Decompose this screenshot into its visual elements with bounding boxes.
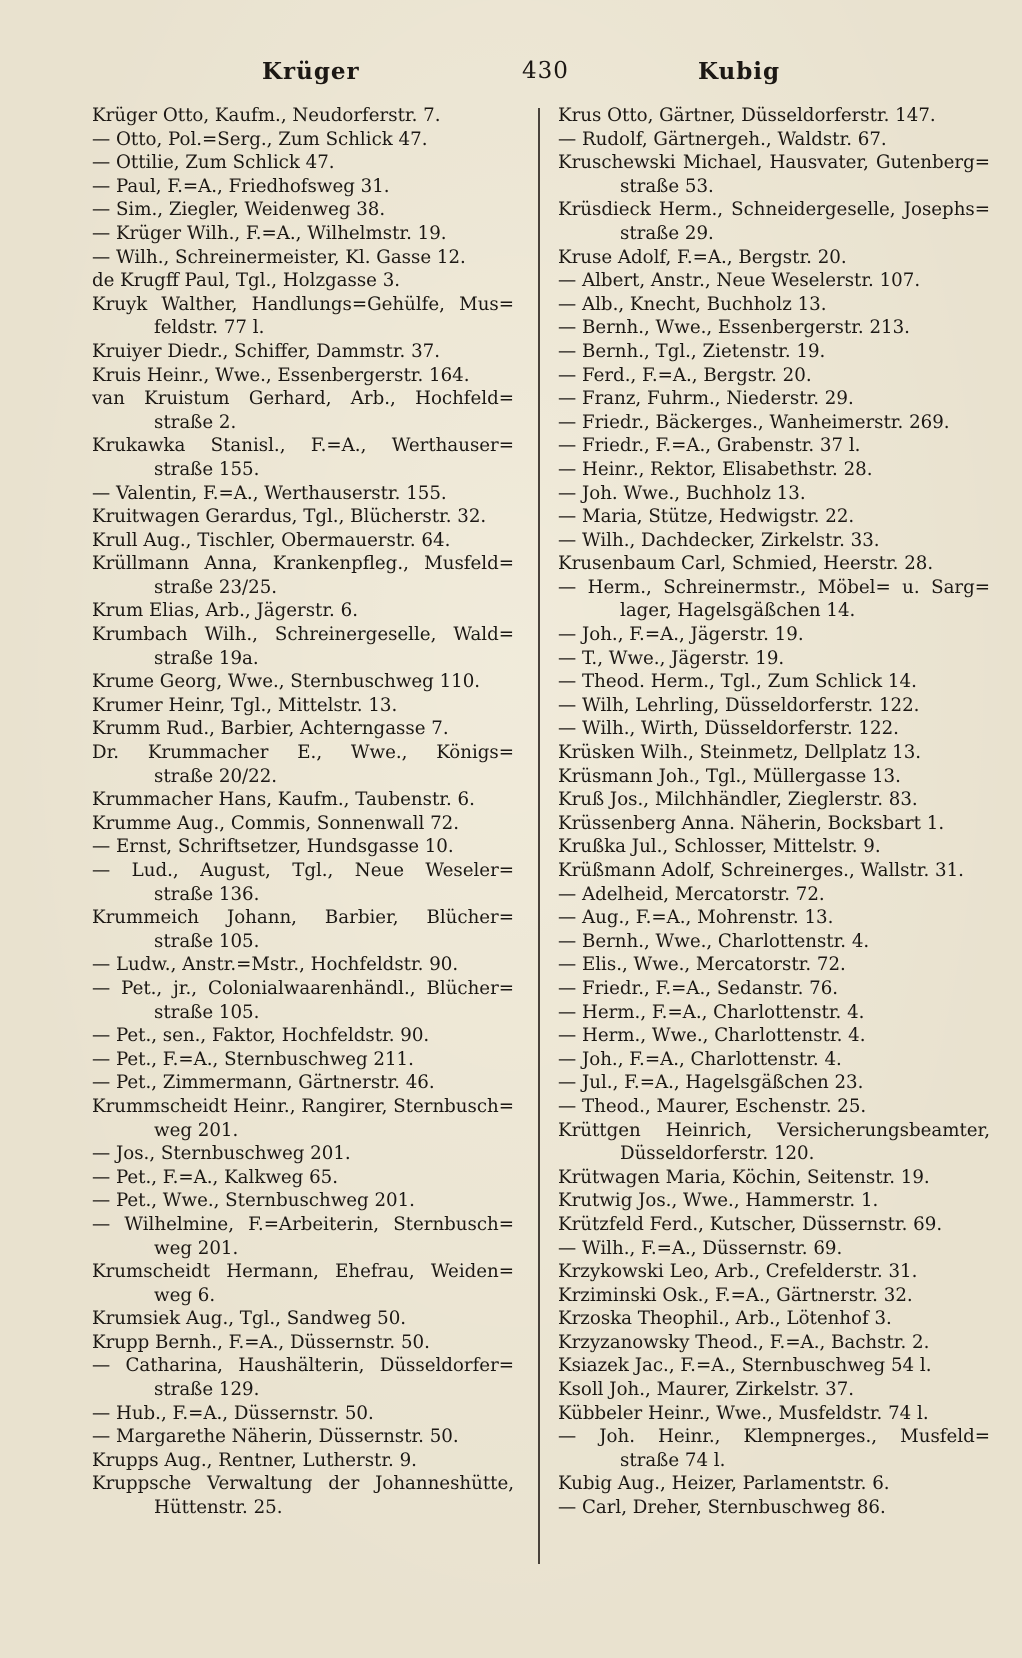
directory-entry-line: Düsseldorferstr. 120.: [620, 1143, 815, 1165]
directory-entry-line: Krumer Heinr, Tgl., Mittelstr. 13.: [92, 694, 398, 716]
directory-entry-line: weg 201.: [154, 1237, 239, 1259]
directory-entry-line: Krüssenberg Anna. Näherin, Bocksbart 1.: [558, 812, 945, 834]
directory-entry-line: — Margarethe Näherin, Düssernstr. 50.: [92, 1426, 459, 1448]
left-column: [92, 104, 514, 1520]
directory-entry-line: — Franz, Fuhrm., Niederstr. 29.: [558, 388, 854, 410]
directory-entry-line: — Krüger Wilh., F.=A., Wilhelmstr. 19.: [92, 222, 447, 244]
directory-entry-line: Krumme Aug., Commis, Sonnenwall 72.: [92, 812, 460, 834]
directory-entry-line: lager, Hagelsgäßchen 14.: [620, 600, 856, 622]
right-column: [558, 104, 990, 1520]
directory-entry-line: Krzyzanowsky Theod., F.=A., Bachstr. 2.: [558, 1331, 930, 1353]
directory-entry-line: Kruis Heinr., Wwe., Essenbergerstr. 164.: [92, 364, 470, 386]
directory-entry-line: Krumsiek Aug., Tgl., Sandweg 50.: [92, 1308, 407, 1330]
directory-entry-line: — Ferd., F.=A., Bergstr. 20.: [558, 364, 812, 386]
directory-entry-line: Krumm Rud., Barbier, Achterngasse 7.: [92, 718, 449, 740]
directory-entry-line: — Adelheid, Mercatorstr. 72.: [558, 883, 825, 905]
directory-entry-line: Ksiazek Jac., F.=A., Sternbuschweg 54 l.: [558, 1355, 932, 1377]
directory-entry-line: Krüsmann Joh., Tgl., Müllergasse 13.: [558, 765, 901, 787]
directory-entry-line: straße 155.: [154, 458, 260, 480]
directory-entry-line: — Pet., sen., Faktor, Hochfeldstr. 90.: [92, 1025, 430, 1047]
directory-entry-line: weg 6.: [154, 1284, 216, 1306]
directory-entry-line: Krüttgen Heinrich, Versicherungsbeamter,: [558, 1119, 990, 1141]
directory-entry-line: — Joh., F.=A., Jägerstr. 19.: [558, 624, 804, 646]
directory-entry-line: — Pet., F.=A., Kalkweg 65.: [92, 1166, 339, 1188]
directory-entry-line: Krüllmann Anna, Krankenpfleg., Musfeld=: [92, 553, 514, 575]
directory-entry-line: van Kruistum Gerhard, Arb., Hochfeld=: [92, 388, 514, 410]
directory-entry-line: straße 19a.: [154, 647, 259, 669]
directory-entry-line: Krumscheidt Hermann, Ehefrau, Weiden=: [92, 1261, 514, 1283]
directory-entry-line: Krumbach Wilh., Schreinergeselle, Wald=: [92, 624, 514, 646]
directory-entry-line: Kruppsche Verwaltung der Johanneshütte,: [92, 1473, 514, 1495]
directory-entry-line: Krüßmann Adolf, Schreinerges., Wallstr. 31.: [558, 860, 964, 881]
directory-entry-line: weg 201.: [154, 1119, 239, 1141]
directory-entry-line: — Wilh., Dachdecker, Zirkelstr. 33.: [558, 529, 880, 551]
directory-entry-line: Krüsken Wilh., Steinmetz, Dellplatz 13.: [558, 742, 922, 764]
directory-entry-line: Krüger Otto, Kaufm., Neudorferstr. 7.: [92, 105, 441, 126]
directory-entry-line: — Jul., F.=A., Hagelsgäßchen 23.: [558, 1072, 864, 1094]
header-first-name: Krüger: [262, 58, 360, 85]
directory-entry-line: straße 105.: [154, 930, 260, 952]
directory-entry-line: Kruschewski Michael, Hausvater, Gutenberg=: [558, 152, 990, 174]
directory-entry-line: — Hub., F.=A., Düssernstr. 50.: [92, 1402, 374, 1424]
directory-entry-line: Kubig Aug., Heizer, Parlamentstr. 6.: [558, 1473, 890, 1495]
directory-entry-line: Krum Elias, Arb., Jägerstr. 6.: [92, 600, 358, 622]
directory-entry-line: Krutwig Jos., Wwe., Hammerstr. 1.: [558, 1190, 879, 1212]
header-last-name: Kubig: [698, 58, 781, 85]
directory-entry-line: Krupp Bernh., F.=A., Düssernstr. 50.: [92, 1331, 430, 1353]
directory-entry-line: — Theod., Maurer, Eschenstr. 25.: [558, 1095, 867, 1117]
directory-entry-line: Krziminski Osk., F.=A., Gärtnerstr. 32.: [558, 1284, 913, 1306]
directory-entry-line: — Alb., Knecht, Buchholz 13.: [558, 293, 827, 315]
running-header: [0, 58, 1022, 98]
directory-entry-line: Krupps Aug., Rentner, Lutherstr. 9.: [92, 1449, 417, 1471]
directory-entry-line: de Krugff Paul, Tgl., Holzgasse 3.: [92, 270, 401, 292]
directory-entry-line: Krume Georg, Wwe., Sternbuschweg 110.: [92, 671, 481, 693]
directory-entry-line: straße 53.: [620, 175, 714, 197]
directory-entry-line: straße 2.: [154, 411, 237, 433]
directory-entry-line: straße 105.: [154, 1001, 260, 1023]
directory-entry-line: — Wilh., F.=A., Düssernstr. 69.: [558, 1237, 843, 1259]
directory-entry-line: straße 129.: [154, 1379, 260, 1401]
directory-entry-line: Kruiyer Diedr., Schiffer, Dammstr. 37.: [92, 340, 441, 362]
directory-entry-line: — Valentin, F.=A., Werthauserstr. 155.: [92, 482, 447, 504]
directory-entry-line: — Pet., Zimmermann, Gärtnerstr. 46.: [92, 1072, 435, 1094]
directory-entry-line: — Carl, Dreher, Sternbuschweg 86.: [558, 1497, 886, 1519]
directory-entry-line: Kübbeler Heinr., Wwe., Musfeldstr. 74 l.: [558, 1402, 929, 1424]
directory-entry-line: Krukawka Stanisl., F.=A., Werthauser=: [92, 435, 514, 457]
directory-entry-line: — Wilhelmine, F.=Arbeiterin, Sternbusch=: [92, 1213, 514, 1235]
page-number: 430: [522, 58, 569, 84]
directory-entry-line: — Catharina, Haushälterin, Düsseldorfer=: [92, 1355, 514, 1377]
directory-entry-line: Krull Aug., Tischler, Obermauerstr. 64.: [92, 529, 451, 551]
directory-entry-line: — Sim., Ziegler, Weidenweg 38.: [92, 199, 386, 221]
directory-entry-line: — Otto, Pol.=Serg., Zum Schlick 47.: [92, 128, 428, 150]
directory-entry-line: — Ludw., Anstr.=Mstr., Hochfeldstr. 90.: [92, 954, 459, 976]
directory-entry-line: Kruse Adolf, F.=A., Bergstr. 20.: [558, 246, 847, 268]
directory-entry-line: — Wilh., Schreinermeister, Kl. Gasse 12.: [92, 246, 466, 268]
directory-entry-line: — Aug., F.=A., Mohrenstr. 13.: [558, 907, 834, 929]
directory-entry-line: straße 136.: [154, 883, 260, 905]
column-divider: [538, 108, 540, 1564]
directory-entry-line: Krzykowski Leo, Arb., Crefelderstr. 31.: [558, 1261, 918, 1283]
directory-entry-line: — Pet., Wwe., Sternbuschweg 201.: [92, 1190, 415, 1212]
directory-entry-line: — Joh. Wwe., Buchholz 13.: [558, 482, 806, 504]
directory-entry-line: Krützfeld Ferd., Kutscher, Düssernstr. 69.: [558, 1213, 943, 1235]
directory-entry-line: Kruß Jos., Milchhändler, Zieglerstr. 83.: [558, 789, 918, 811]
directory-entry-line: Krummacher Hans, Kaufm., Taubenstr. 6.: [92, 789, 475, 811]
directory-entry-line: — Herm., F.=A., Charlottenstr. 4.: [558, 1001, 865, 1023]
directory-entry-line: — Elis., Wwe., Mercatorstr. 72.: [558, 954, 846, 976]
directory-entry-line: — Rudolf, Gärtnergeh., Waldstr. 67.: [558, 128, 887, 150]
directory-entry-line: straße 29.: [620, 222, 714, 244]
directory-entry-line: — Paul, F.=A., Friedhofsweg 31.: [92, 175, 390, 197]
directory-entry-line: — Heinr., Rektor, Elisabethstr. 28.: [558, 458, 873, 480]
directory-entry-line: — Lud., August, Tgl., Neue Weseler=: [92, 860, 514, 881]
directory-entry-line: — Bernh., Tgl., Zietenstr. 19.: [558, 340, 826, 362]
directory-entry-line: — Herm., Wwe., Charlottenstr. 4.: [558, 1025, 866, 1047]
directory-entry-line: Krus Otto, Gärtner, Düsseldorferstr. 147.: [558, 105, 936, 126]
directory-entry-line: Kruyk Walther, Handlungs=Gehülfe, Mus=: [92, 293, 514, 315]
directory-entry-line: Kruitwagen Gerardus, Tgl., Blücherstr. 32.: [92, 506, 487, 528]
directory-entry-line: — Herm., Schreinermstr., Möbel= u. Sarg=: [558, 576, 990, 598]
directory-entry-line: — T., Wwe., Jägerstr. 19.: [558, 647, 785, 669]
directory-entry-line: Krzoska Theophil., Arb., Lötenhof 3.: [558, 1308, 892, 1330]
directory-entry-line: — Friedr., F.=A., Sedanstr. 76.: [558, 977, 839, 999]
directory-entry-line: — Ernst, Schriftsetzer, Hundsgasse 10.: [92, 836, 454, 858]
directory-entry-line: Krußka Jul., Schlosser, Mittelstr. 9.: [558, 836, 881, 858]
directory-entry-line: — Wilh., Wirth, Düsseldorferstr. 122.: [558, 718, 899, 740]
directory-entry-line: — Pet., F.=A., Sternbuschweg 211.: [92, 1048, 414, 1070]
directory-entry-line: Hüttenstr. 25.: [154, 1497, 283, 1519]
directory-entry-line: — Joh. Heinr., Klempnerges., Musfeld=: [558, 1426, 990, 1448]
directory-entry-line: — Jos., Sternbuschweg 201.: [92, 1143, 351, 1165]
directory-entry-line: straße 74 l.: [620, 1449, 726, 1471]
directory-entry-line: — Theod. Herm., Tgl., Zum Schlick 14.: [558, 671, 917, 693]
directory-entry-line: Krummscheidt Heinr., Rangirer, Sternbusch=: [92, 1095, 514, 1117]
directory-entry-line: — Wilh, Lehrling, Düsseldorferstr. 122.: [558, 694, 920, 716]
directory-entry-line: — Friedr., F.=A., Grabenstr. 37 l.: [558, 435, 861, 457]
directory-entry-line: — Bernh., Wwe., Essenbergerstr. 213.: [558, 317, 910, 339]
directory-entry-line: Krusenbaum Carl, Schmied, Heerstr. 28.: [558, 553, 934, 575]
directory-entry-line: — Bernh., Wwe., Charlottenstr. 4.: [558, 930, 870, 952]
directory-entry-line: Dr. Krummacher E., Wwe., Königs=: [92, 742, 514, 764]
directory-entry-line: — Friedr., Bäckerges., Wanheimerstr. 269.: [558, 411, 950, 433]
directory-entry-line: — Pet., jr., Colonialwaarenhändl., Blücher=: [92, 977, 514, 999]
directory-entry-line: feldstr. 77 l.: [154, 317, 265, 339]
directory-entry-line: straße 23/25.: [154, 576, 278, 598]
directory-entry-line: Krütwagen Maria, Köchin, Seitenstr. 19.: [558, 1166, 930, 1188]
directory-entry-line: — Maria, Stütze, Hedwigstr. 22.: [558, 506, 855, 528]
directory-entry-line: Krüsdieck Herm., Schneidergeselle, Josephs=: [558, 199, 990, 221]
directory-entry-line: Krummeich Johann, Barbier, Blücher=: [92, 907, 514, 929]
directory-entry-line: — Albert, Anstr., Neue Weselerstr. 107.: [558, 270, 921, 292]
directory-entry-line: — Ottilie, Zum Schlick 47.: [92, 152, 335, 174]
directory-entry-line: straße 20/22.: [154, 765, 278, 787]
directory-entry-line: — Joh., F.=A., Charlottenstr. 4.: [558, 1048, 842, 1070]
directory-entry-line: Ksoll Joh., Maurer, Zirkelstr. 37.: [558, 1379, 855, 1401]
